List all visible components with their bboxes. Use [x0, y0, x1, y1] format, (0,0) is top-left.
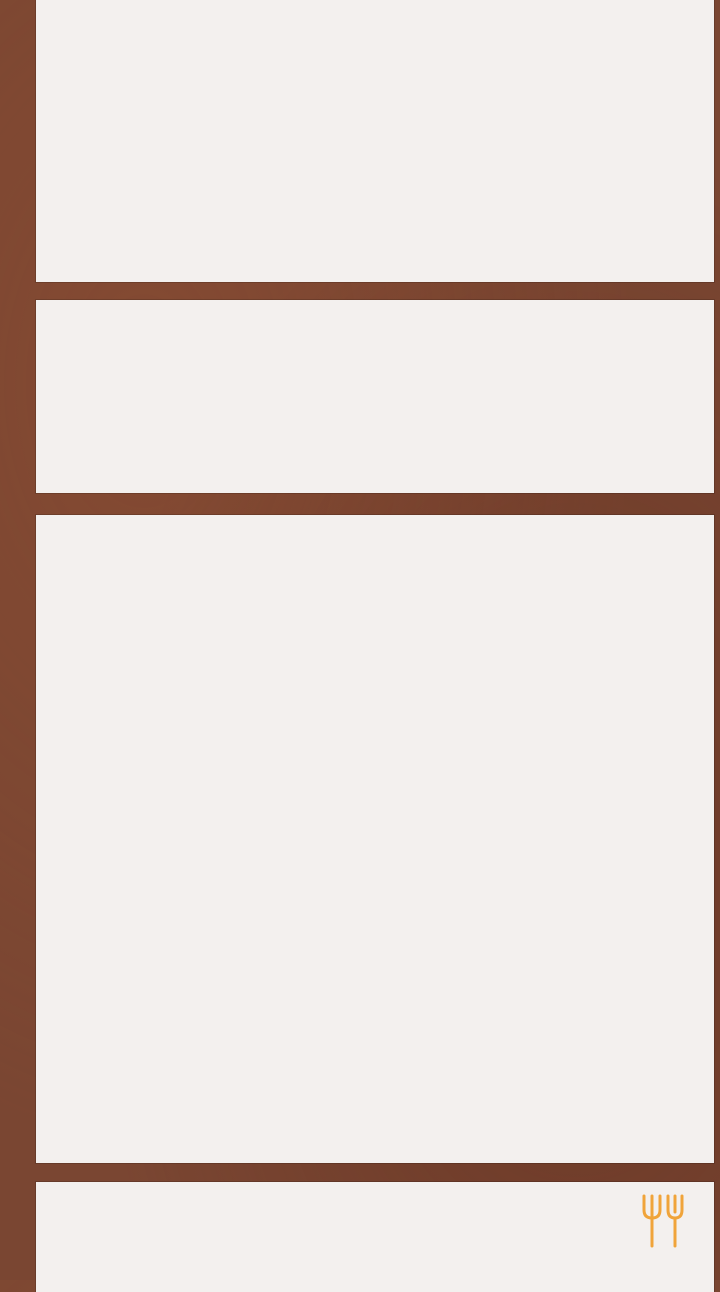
section-title-soepen [36, 300, 714, 342]
soepen-section [36, 300, 714, 493]
voor-bijgerechten-section [36, 515, 714, 1163]
miefang-section [36, 1182, 714, 1292]
dish-list-panel [36, 0, 714, 282]
fork-knife-icon [630, 1190, 698, 1250]
section-title-voor [36, 515, 714, 557]
section-title-miefang [36, 1182, 714, 1224]
